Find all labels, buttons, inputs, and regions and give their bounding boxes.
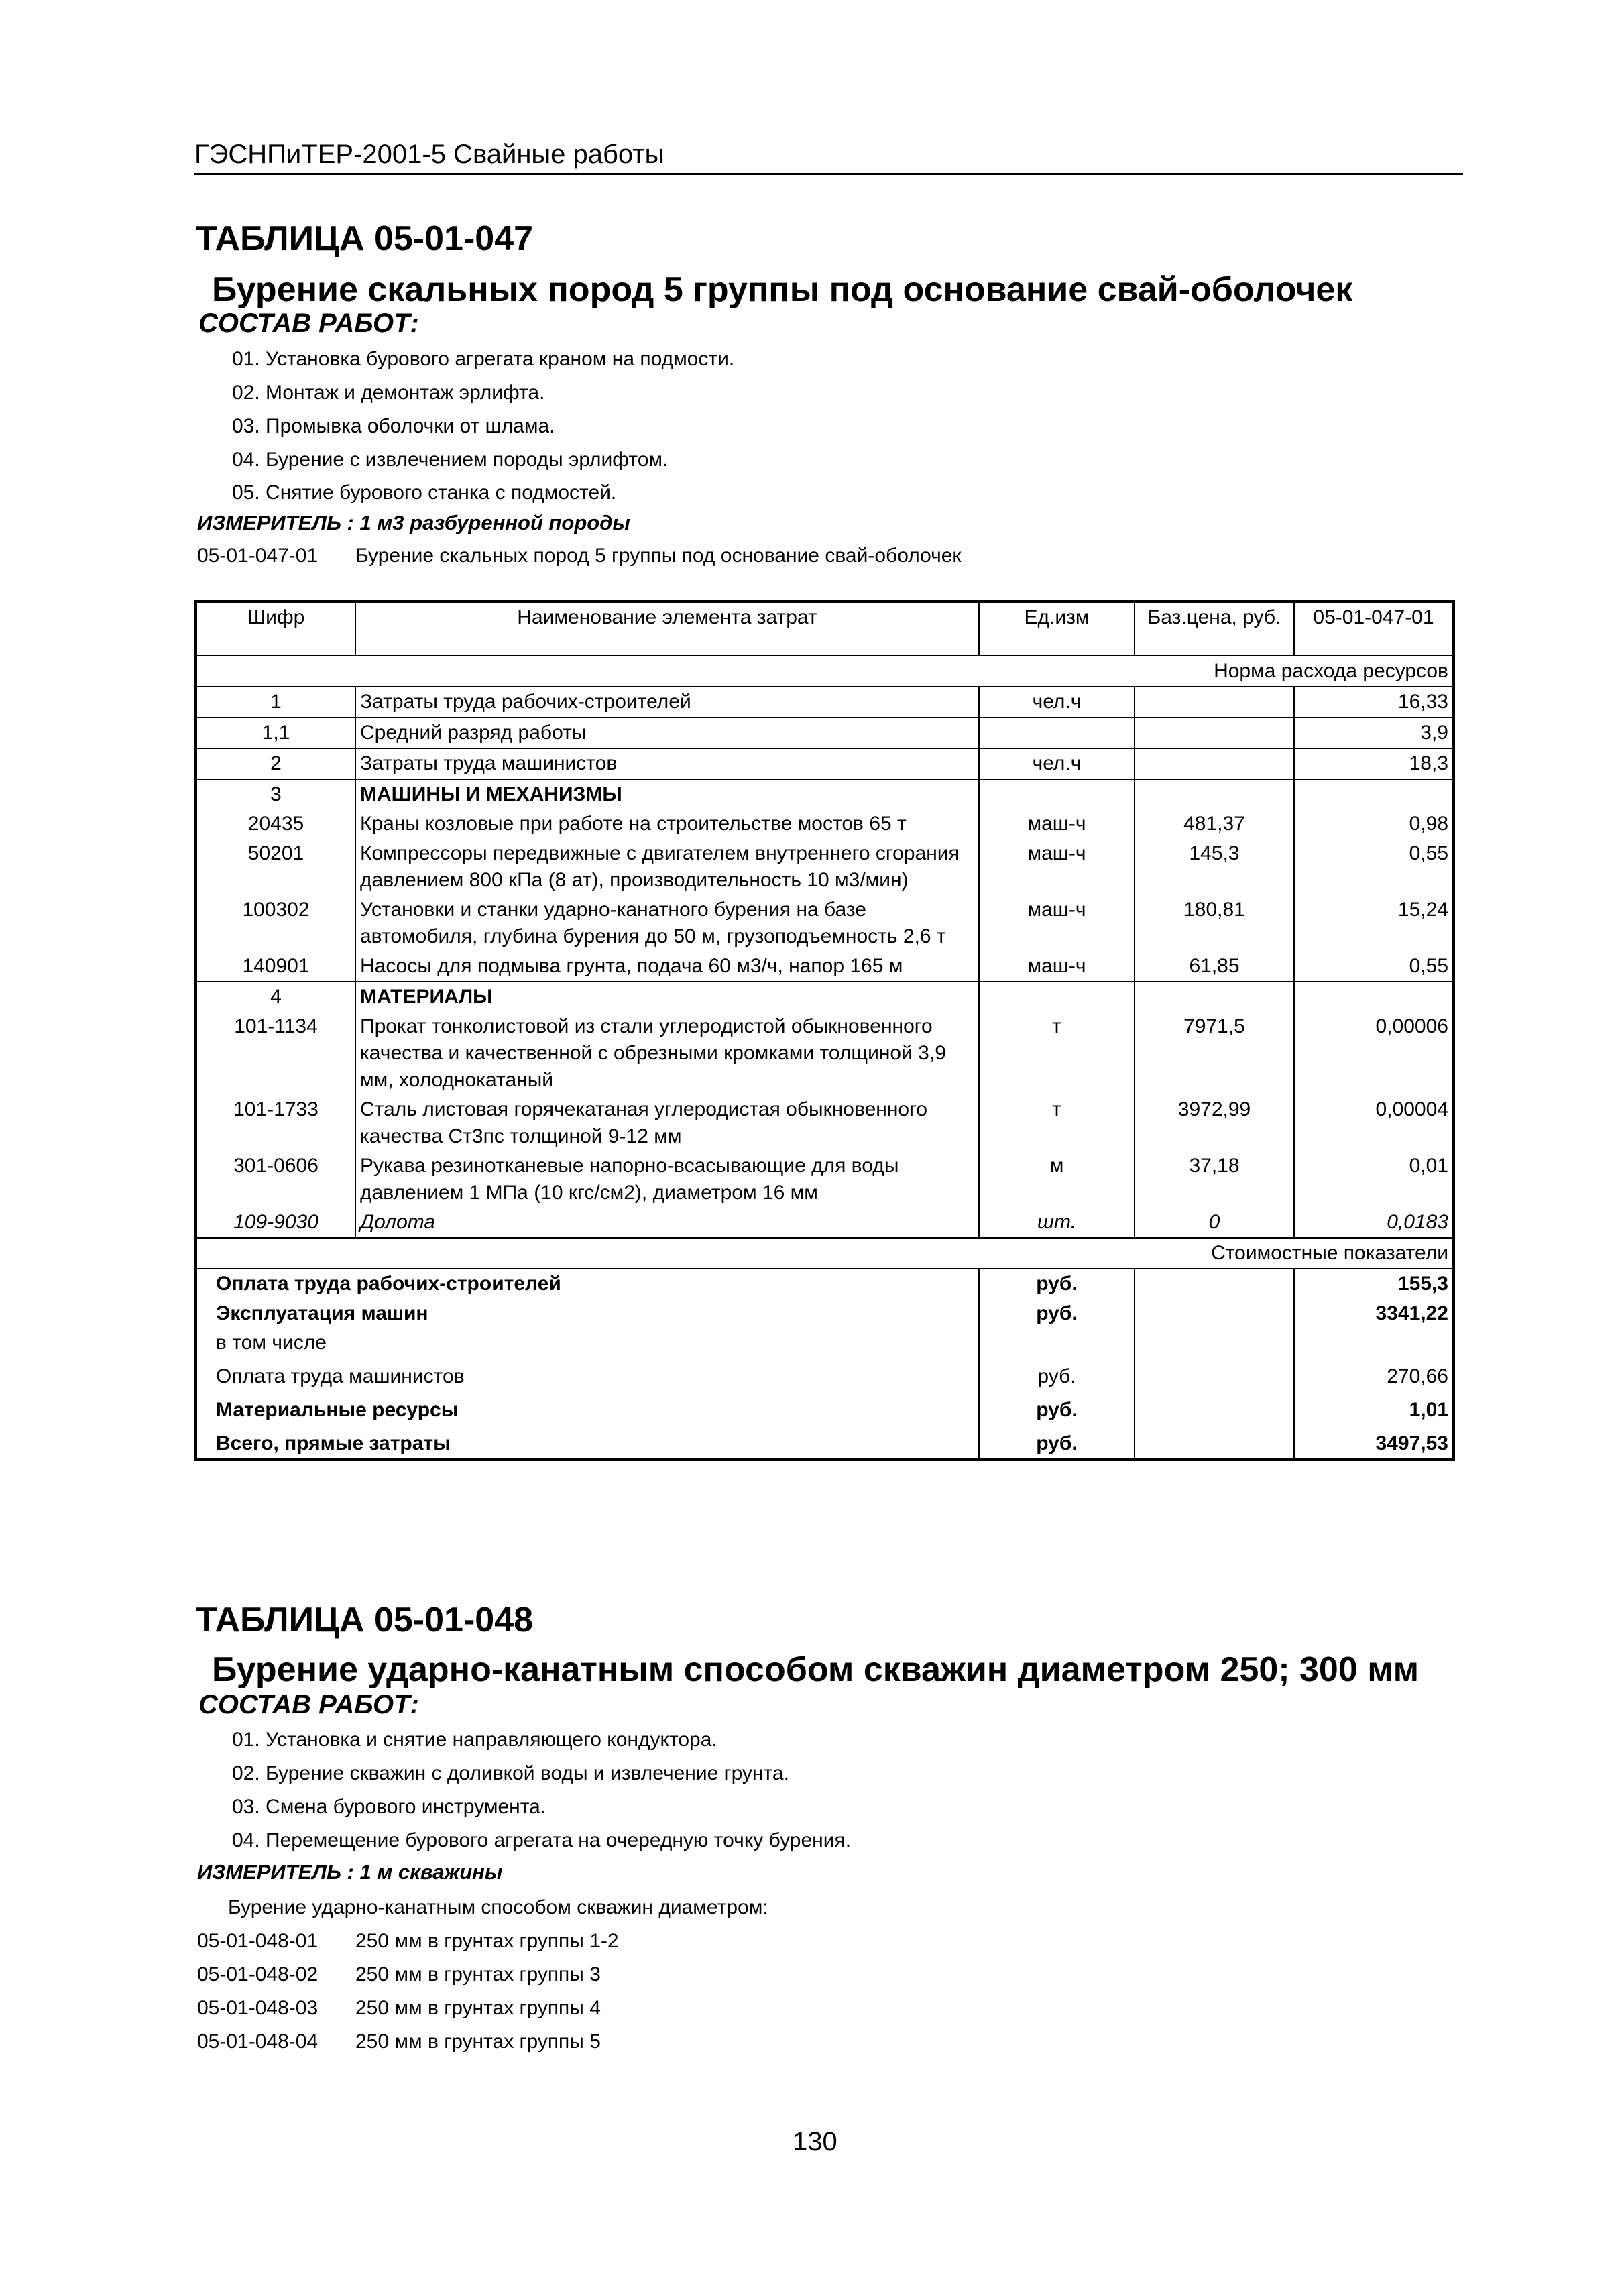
cost-value: 1,01 [1409,1399,1448,1421]
row-unit: т [979,1012,1135,1095]
row-code: 100302 [196,895,355,952]
work-description: 250 мм в грунтах группы 4 [355,1997,601,2019]
cost-unit [979,1328,1135,1358]
cost-row [196,1358,1454,1391]
page-number: 130 [793,2127,837,2157]
table48-title: ТАБЛИЦА 05-01-048 [196,1601,534,1640]
work-description: Бурение скальных пород 5 группы под основание свай-оболочек [355,544,962,567]
row-code: 1,1 [196,718,355,748]
norm-row [196,656,1454,687]
row-unit: шт. [979,1208,1135,1238]
meter-label: ИЗМЕРИТЕЛЬ : [197,1860,354,1884]
table48-code-line [197,1930,619,1953]
row-name: Компрессоры передвижные с двигателем внутреннего сгорания давлением 800 кПа (8 ат), производительность 10 м3/мин) [355,839,979,895]
table-row [196,687,1454,718]
table48-step: 03. Смена бурового инструмента. [232,1796,546,1818]
cost-label-row [196,1238,1454,1269]
table-row [196,718,1454,748]
table47-step: 04. Бурение с извлечением породы эрлифтом. [232,449,669,471]
row-unit: маш-ч [979,809,1135,839]
row-value: 0,55 [1294,952,1454,982]
row-unit: м [979,1151,1135,1208]
cost-name: Всего, прямые затраты [196,1425,979,1460]
row-unit [979,718,1135,748]
row-value [1294,982,1454,1012]
cost-price-empty [1135,1391,1294,1425]
work-code: 05-01-047-01 [197,544,318,567]
row-price [1135,982,1294,1012]
column-header-norm: 05-01-047-01 [1294,601,1454,656]
work-description: 250 мм в грунтах группы 3 [355,1963,601,1986]
table48-code-line [197,2030,601,2053]
cost-name: Материальные ресурсы [196,1391,979,1425]
row-name: Установки и станки ударно-канатного бурения на базе автомобиля, глубина бурения до 50 м, грузоподъемность 2,6 т [355,895,979,952]
row-code: 3 [196,779,355,809]
row-code: 101-1134 [196,1012,355,1095]
row-price: 37,18 [1135,1151,1294,1208]
table-row [196,952,1454,982]
work-code: 05-01-048-02 [197,1963,318,1986]
row-value [1294,779,1454,809]
row-value: 0,01 [1409,1155,1448,1177]
norm-label: Норма расхода ресурсов [196,656,1454,687]
table-row [196,1208,1454,1238]
table-row [196,895,1454,952]
table-row [196,809,1454,839]
table-row [196,748,1454,779]
table47-title: ТАБЛИЦА 05-01-047 [196,219,534,258]
column-header-price: Баз.цена, руб. [1135,601,1294,656]
row-price [1135,718,1294,748]
work-code: 05-01-048-01 [197,1930,318,1952]
row-name: Краны козловые при работе на строительстве мостов 65 т [355,809,979,839]
cost-value [1294,1328,1454,1358]
row-code: 140901 [196,952,355,982]
meter-value: 1 м скважины [359,1860,503,1884]
row-price [1135,687,1294,718]
cost-row [196,1425,1454,1460]
table48-code-line [197,1963,601,1986]
row-code: 4 [196,982,355,1012]
table48-subtitle: Бурение ударно-канатным способом скважин диаметром 250; 300 мм [212,1650,1419,1689]
cost-name: Оплата труда машинистов [196,1358,979,1391]
row-unit: маш-ч [979,952,1135,982]
row-name: Прокат тонколистовой из стали углеродистой обыкновенного качества и качественной с обрезными кромками толщиной 3,9 мм, холоднокатаный [355,1012,979,1095]
cost-row [196,1391,1454,1425]
row-name: Долота [355,1208,979,1238]
row-value: 0,98 [1409,813,1448,835]
meter-label: ИЗМЕРИТЕЛЬ : [197,511,354,534]
row-unit: чел.ч [979,687,1135,718]
row-value: 0,00006 [1375,1015,1448,1037]
column-header-name: Наименование элемента затрат [355,601,979,656]
cost-unit: руб. [979,1269,1135,1299]
table-row [196,1012,1454,1095]
row-price: 3972,99 [1135,1095,1294,1151]
row-value: 15,24 [1397,899,1448,921]
table48-composition-label: СОСТАВ РАБОТ: [198,1690,419,1719]
cost-price-empty [1135,1269,1294,1299]
row-name: Насосы для подмыва грунта, подача 60 м3/ч, напор 165 м [355,952,979,982]
row-code: 109-9030 [196,1208,355,1238]
table47-step: 03. Промывка оболочки от шлама. [232,415,555,437]
table-row [196,1095,1454,1151]
table47-step: 01. Установка бурового агрегата краном на подмости. [232,348,735,370]
row-name: Затраты труда рабочих-строителей [355,687,979,718]
table-section-row [196,982,1454,1012]
cost-price-empty [1135,1425,1294,1460]
cost-name: Оплата труда рабочих-строителей [196,1269,979,1299]
row-code: 20435 [196,809,355,839]
table-header-row [196,601,1454,656]
column-header-code: Шифр [196,601,355,656]
row-unit: маш-ч [979,839,1135,895]
row-unit: т [979,1095,1135,1151]
table47-subtitle: Бурение скальных пород 5 группы под основание свай-оболочек [212,270,1353,309]
cost-price-empty [1135,1299,1294,1328]
cost-value: 155,3 [1294,1269,1454,1299]
work-description: 250 мм в грунтах группы 1-2 [355,1930,619,1952]
row-price [1135,748,1294,779]
table47-step: 02. Монтаж и демонтаж эрлифта. [232,382,545,404]
row-name: МАТЕРИАЛЫ [355,982,979,1012]
cost-row [196,1269,1454,1299]
row-unit: маш-ч [979,895,1135,952]
cost-unit: руб. [979,1299,1135,1328]
cost-value: 270,66 [1387,1365,1448,1387]
row-name: Сталь листовая горячекатаная углеродистая обыкновенного качества Ст3пс толщиной 9-12 мм [355,1095,979,1151]
row-value: 18,3 [1294,748,1454,779]
cost-price-empty [1135,1328,1294,1358]
cost-value: 3497,53 [1375,1432,1448,1454]
row-value: 0,00004 [1375,1098,1448,1121]
table48-code-line [197,1997,601,2020]
resource-table [194,600,1455,1461]
row-price: 0 [1135,1208,1294,1238]
row-unit [979,982,1135,1012]
table48-step: 01. Установка и снятие направляющего кондуктора. [232,1729,717,1751]
row-price: 61,85 [1135,952,1294,982]
table47-composition-label: СОСТАВ РАБОТ: [198,308,419,338]
work-code: 05-01-048-04 [197,2030,318,2053]
row-unit: чел.ч [979,748,1135,779]
row-value: 0,0183 [1294,1208,1454,1238]
cost-name: Эксплуатация машин [196,1299,979,1328]
table47-code-line [197,544,962,567]
row-code: 101-1733 [196,1095,355,1151]
table-row [196,839,1454,895]
cost-row [196,1328,1454,1358]
row-value: 0,55 [1409,842,1448,864]
cost-row [196,1299,1454,1328]
table48-intro: Бурение ударно-канатным способом скважин диаметром: [228,1896,768,1918]
meter-value: 1 м3 разбуренной породы [359,511,630,534]
table-section-row [196,779,1454,809]
row-code: 1 [196,687,355,718]
row-name: Рукава резинотканевые напорно-всасывающие для воды давлением 1 МПа (10 кгс/см2), диаметром 16 мм [355,1151,979,1208]
running-header: ГЭСНПиТЕР-2001-5 Свайные работы [194,139,664,169]
cost-unit: руб. [979,1391,1135,1425]
row-code: 2 [196,748,355,779]
cost-unit: руб. [979,1425,1135,1460]
row-value: 3,9 [1294,718,1454,748]
table-row [196,1151,1454,1208]
row-price: 180,81 [1135,895,1294,952]
cost-name: в том числе [196,1328,979,1358]
table47-meter [197,511,630,535]
row-price [1135,779,1294,809]
row-price: 145,3 [1135,839,1294,895]
row-price: 481,37 [1135,809,1294,839]
cost-price-empty [1135,1358,1294,1391]
column-header-unit: Ед.изм [979,601,1135,656]
row-price: 7971,5 [1135,1012,1294,1095]
table48-step: 04. Перемещение бурового агрегата на очередную точку бурения. [232,1829,852,1851]
table48-meter [197,1860,502,1884]
cost-label: Стоимостные показатели [196,1238,1454,1269]
row-code: 50201 [196,839,355,895]
work-description: 250 мм в грунтах группы 5 [355,2030,601,2053]
row-code: 301-0606 [196,1151,355,1208]
row-value: 16,33 [1294,687,1454,718]
table48-step: 02. Бурение скважин с доливкой воды и извлечение грунта. [232,1762,789,1784]
row-name: Средний разряд работы [355,718,979,748]
table47-step: 05. Снятие бурового станка с подмостей. [232,481,617,504]
row-unit [979,779,1135,809]
row-name: Затраты труда машинистов [355,748,979,779]
header-rule [194,173,1463,175]
row-name: МАШИНЫ И МЕХАНИЗМЫ [355,779,979,809]
work-code: 05-01-048-03 [197,1997,318,2019]
cost-unit: руб. [979,1358,1135,1391]
cost-value: 3341,22 [1375,1302,1448,1324]
